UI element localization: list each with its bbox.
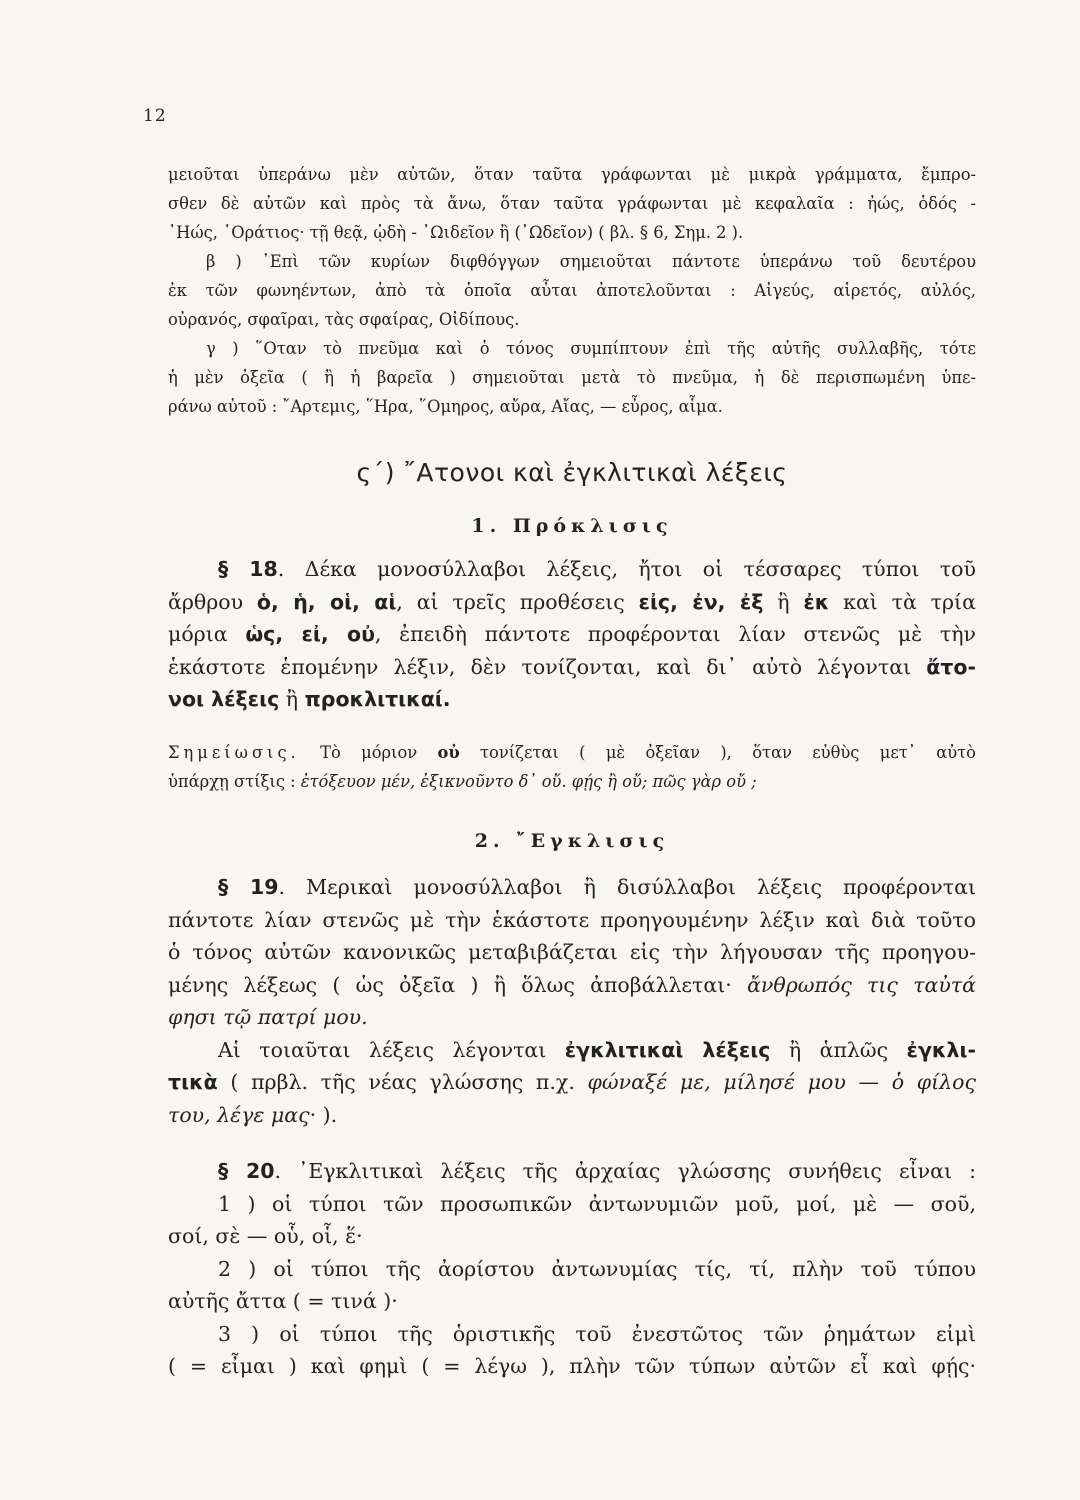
text-run: Τὸ μόριον <box>320 743 418 762</box>
text-run: καὶ τὰ τρία <box>843 589 976 614</box>
bold-term: προκλιτικαί. <box>304 687 451 711</box>
list-item-continued: ( = εἶμαι ) καὶ φημὶ ( = λέγω ), πλὴν τῶν τύπων αὐτῶν εἶ καὶ φῄς· <box>168 1354 976 1378</box>
list-item: 1 ) οἱ τύποι τῶν προσωπικῶν ἀντωνυμιῶν μοῦ, μοί, μὲ — σοῦ, <box>218 1191 976 1216</box>
italic-example: ἐτόξευον μέν, ἐξικνοῦντο δ᾿ οὔ. φῄς ἢ οὔ; πῶς γὰρ οὔ ; <box>300 772 757 791</box>
text-line: β ) ᾿Επὶ τῶν κυρίων διφθόγγων σημειοῦται πάντοτε ὑπεράνω τοῦ δευτέρου <box>206 252 976 271</box>
bold-term: ὁ, ἡ, οἱ, αἱ <box>256 589 397 614</box>
bold-term: τικὰ <box>168 1070 218 1094</box>
text-run: μένης λέξεως ( ὡς ὀξεῖα ) ἢ ὅλως ἀποβάλλεται· <box>168 972 732 997</box>
italic-example: φησι τῷ πατρί μου. <box>168 1005 368 1029</box>
bold-term: ἐγκλιτικαὶ λέξεις <box>564 1037 771 1062</box>
text-run: Δέκα μονοσύλλαβοι λέξεις, ἤτοι οἱ τέσσαρες τύποι τοῦ <box>304 557 976 581</box>
bold-term: νοι λέξεις <box>168 687 280 711</box>
list-item: 2 ) οἱ τύποι τῆς ἀορίστου ἀντωνυμίας τίς, τί, πλὴν τοῦ τύπου <box>218 1256 976 1281</box>
section-number: § 19 <box>218 875 279 899</box>
text-run: Αἱ τοιαῦται λέξεις λέγονται <box>218 1037 547 1062</box>
text-run: ἄρθρου <box>168 589 244 614</box>
text-run: · ). <box>309 1102 338 1127</box>
bold-term: ὡς, εἰ, οὐ <box>245 622 375 646</box>
text-run: ὑπάρχῃ στίξις : <box>168 772 296 791</box>
text-line: σθεν δὲ αὐτῶν καὶ πρὸς τὰ ἄνω, ὅταν ταῦτα γράφωνται μὲ κεφαλαῖα : ἠώς, ὁδός - <box>168 194 976 213</box>
intro-block <box>168 160 976 421</box>
section-number: § 20 <box>218 1159 275 1183</box>
text-run: μόρια <box>168 622 228 646</box>
text-run: τονίζεται ( μὲ ὀξεῖαν ), ὅταν εὐθὺς μετ᾿ αὐτὸ <box>480 743 976 762</box>
bold-term: εἰς, ἐν, ἐξ <box>638 589 764 614</box>
italic-example: του, λέγε μας <box>168 1102 310 1127</box>
subsection-title: 2. ῎Εγκλισις <box>474 830 670 852</box>
text-line: ράνω αὐτοῦ : ῎Αρτεμις, ῞Ηρα, ῞Ομηρος, αὔρα, Αἴας, — εὖρος, αἷμα. <box>168 397 723 416</box>
text-run: ἢ <box>285 687 299 711</box>
italic-example: φώναξέ με, μίλησέ μου — ὁ φίλος <box>587 1070 976 1094</box>
text-line: οὐρανός, σφαῖραι, τὰς σφαίρας, Οἰδίπους. <box>168 310 520 329</box>
text-run: , αἱ τρεῖς προθέσεις <box>396 589 625 614</box>
text-line: πάντοτε λίαν στενῶς μὲ τὴν ἑκάστοτε προηγουμένην λέξιν καὶ διὰ τοῦτο <box>168 907 976 932</box>
list-item-continued: αὐτῆς ἄττα ( = τινά )· <box>168 1289 398 1313</box>
paragraph-19: § 19. Μερικαὶ μονοσύλλαβοι ἢ δισύλλαβοι λέξεις προφέρονται πάντοτε λίαν στενῶς μὲ τὴν ἑκάστοτε προηγουμένην λέξιν καὶ διὰ τοῦτο ὁ τόνος αὐτῶν κανονικῶς μεταβιβάζεται εἰς τὴν λήγουσαν τῆς προηγου- μένης λέξεως ( ὡς ὀξεῖα ) ἢ ὅλως ἀποβάλλεται· ἄνθρωπός τις ταὐτά φησι τῷ πατρί μου. Αἱ τοιαῦται λέξεις λέγονται ἐγκλιτικαὶ λέξεις ἢ ἁπλῶς ἐγκλι- τικὰ ( πρβλ. τῆς νέας γλώσσης π.χ. φώναξέ με, μίλησέ μου — ὁ φίλος του, λέγε μας· ). <box>168 875 976 1127</box>
text-line: ἡ μὲν ὀξεῖα ( ἢ ἡ βαρεῖα ) σημειοῦται μετὰ τὸ πνεῦμα, ἡ δὲ περισπωμένη ὑπε- <box>168 368 976 387</box>
text-line: μειοῦται ὑπεράνω μὲν αὐτῶν, ὅταν ταῦτα γράφωνται μὲ μικρὰ γράμματα, ἔμπρο- <box>168 165 976 184</box>
section-title: ς΄) ῎Ατονοι καὶ ἐγκλιτικαὶ λέξεις <box>356 458 788 487</box>
bold-term: οὐ <box>437 743 460 762</box>
list-item-continued: σοί, σὲ — οὗ, οἷ, ἕ· <box>168 1224 363 1248</box>
text-run: ( πρβλ. τῆς νέας γλώσσης π.χ. <box>230 1070 575 1094</box>
text-line: ἐκ τῶν φωνηέντων, ἀπὸ τὰ ὁποῖα αὗται ἀποτελοῦνται : Αἰγεύς, αἱρετός, αὐλός, <box>168 281 976 300</box>
bold-term: ἄτο- <box>926 654 976 679</box>
section-number: § 18 <box>218 557 278 581</box>
paragraph-18: § 18. Δέκα μονοσύλλαβοι λέξεις, ἤτοι οἱ τέσσαρες τύποι τοῦ ἄρθρου ὁ, ἡ, οἱ, αἱ, αἱ τρεῖς προθέσεις εἰς, ἐν, ἐξ ἢ ἐκ καὶ τὰ τρία μόρια ὡς, εἰ, οὐ, ἐπειδὴ πάντοτε προφέρονται λίαν στενῶς μὲ τὴν ἑκάστοτε ἑπομένην λέξιν, δὲν τονίζονται, καὶ δι᾿ αὐτὸ λέγονται ἄτο- νοι λέξεις ἢ προκλιτικαί. <box>168 557 976 711</box>
subsection-title: 1. Πρόκλισις <box>471 515 673 537</box>
page-number: 12 <box>143 106 167 126</box>
italic-example: ἄνθρωπός τις ταὐτά <box>747 972 976 997</box>
paragraph-20: § 20. ᾿Εγκλιτικαὶ λέξεις τῆς ἀρχαίας γλώσσης συνήθεις εἶναι : 1 ) οἱ τύποι τῶν προσωπικῶν ἀντωνυμιῶν μοῦ, μοί, μὲ — σοῦ, σοί, σὲ — οὗ, οἷ, ἕ· 2 ) οἱ τύποι τῆς ἀορίστου ἀντωνυμίας τίς, τί, πλὴν τοῦ τύπου αὐτῆς ἄττα ( = τινά )· 3 ) οἱ τύποι τῆς ὁριστικῆς τοῦ ἐνεστῶτος τῶν ῥημάτων εἰμὶ ( = εἶμαι ) καὶ φημὶ ( = λέγω ), πλὴν τῶν τύπων αὐτῶν εἶ καὶ φῄς· <box>168 1155 976 1383</box>
text-line: ᾿Ηώς, ῾Οράτιος· τῇ θεᾷ, ᾠδὴ - ᾿Ωιδεῖον ἢ (᾿Ωδεῖον) ( βλ. § 6, Σημ. 2 ). <box>168 223 744 242</box>
text-run: ἑκάστοτε ἑπομένην λέξιν, δὲν τονίζονται, καὶ δι᾿ αὐτὸ λέγονται <box>168 654 912 679</box>
list-item: 3 ) οἱ τύποι τῆς ὁριστικῆς τοῦ ἐνεστῶτος τῶν ῥημάτων εἰμὶ <box>218 1321 976 1346</box>
text-run: ἢ ἁπλῶς <box>788 1037 889 1062</box>
text-line: γ ) ῞Οταν τὸ πνεῦμα καὶ ὁ τόνος συμπίπτουν ἐπὶ τῆς αὐτῆς συλλαβῆς, τότε <box>206 339 976 358</box>
note-label: Σημείωσις. <box>168 743 300 762</box>
note-block <box>168 738 976 796</box>
text-run: , ἐπειδὴ πάντοτε προφέρονται λίαν στενῶς μὲ τὴν <box>374 622 976 646</box>
bold-term: ἐγκλι- <box>906 1037 976 1062</box>
bold-term: ἐκ <box>803 589 830 614</box>
text-run: ἢ <box>777 589 790 614</box>
text-line: ὁ τόνος αὐτῶν κανονικῶς μεταβιβάζεται εἰς τὴν λήγουσαν τῆς προηγου- <box>168 940 976 964</box>
text-run: Μερικαὶ μονοσύλλαβοι ἢ δισύλλαβοι λέξεις προφέρονται <box>306 875 976 899</box>
text-run: ᾿Εγκλιτικαὶ λέξεις τῆς ἀρχαίας γλώσσης συνήθεις εἶναι : <box>298 1159 976 1183</box>
